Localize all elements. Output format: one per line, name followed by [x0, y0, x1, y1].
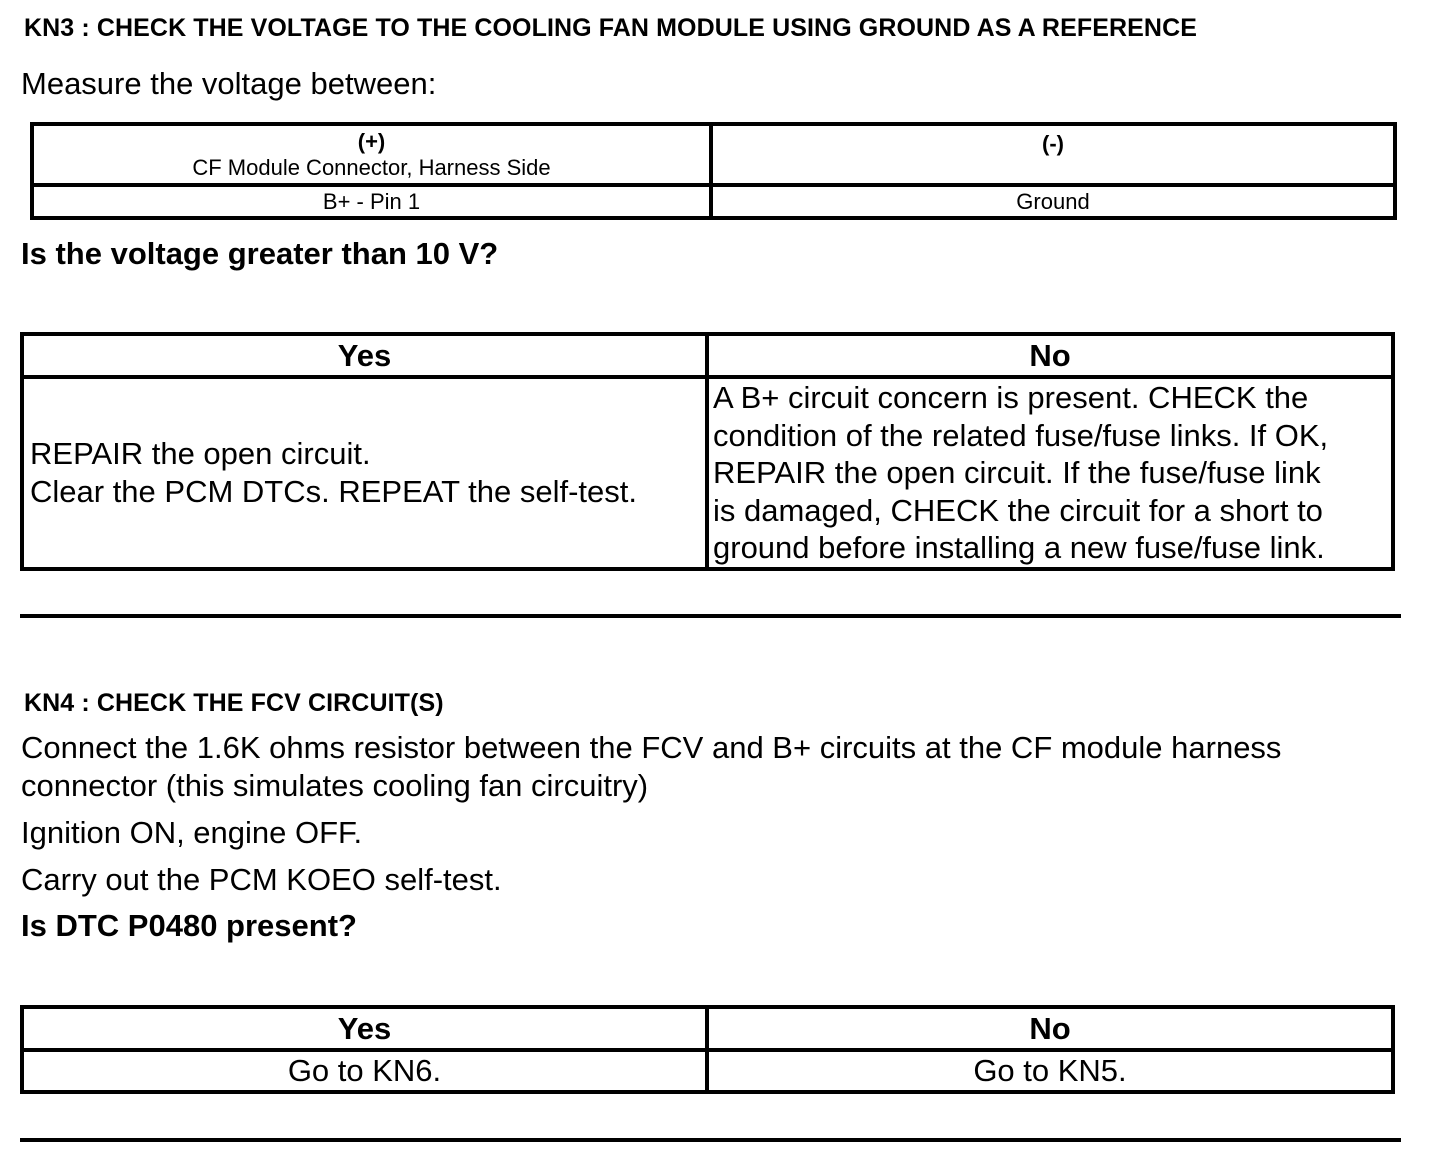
kn3-measure-table [30, 122, 1397, 220]
kn3-yes-header: Yes [22, 334, 707, 377]
kn3-no-line: REPAIR the open circuit. If the fuse/fuse link [713, 455, 1321, 490]
negative-value: Ground [711, 185, 1395, 218]
kn3-title: KN3 : CHECK THE VOLTAGE TO THE COOLING FAN MODULE USING GROUND AS A REFERENCE [24, 14, 1198, 42]
kn3-yes-line: Clear the PCM DTCs. REPEAT the self-test. [30, 473, 637, 509]
kn3-no-line: condition of the related fuse/fuse links. If OK, [713, 417, 1329, 453]
positive-label: CF Module Connector, Harness Side [192, 154, 551, 180]
negative-sign: (-) [1042, 131, 1064, 156]
kn4-yes-header: Yes [22, 1007, 707, 1050]
positive-header [32, 124, 711, 185]
positive-value: B+ - Pin 1 [32, 185, 711, 218]
kn3-no-line: ground before installing a new fuse/fuse link. [713, 530, 1325, 565]
kn4-result-table [20, 1005, 1395, 1094]
section-divider [20, 614, 1401, 618]
kn3-no-action [707, 377, 1393, 569]
kn3-yes-line: REPAIR the open circuit. [30, 436, 371, 472]
kn4-no-action: Go to KN5. [707, 1050, 1393, 1092]
kn4-no-header: No [707, 1007, 1393, 1050]
kn3-no-line: is damaged, CHECK the circuit for a short to [713, 492, 1323, 528]
kn4-step-1-line: connector (this simulates cooling fan circuitry) [21, 768, 649, 803]
negative-header [711, 124, 1395, 185]
kn4-step-2: Ignition ON, engine OFF. [21, 815, 363, 850]
kn4-step-3: Carry out the PCM KOEO self-test. [21, 862, 502, 897]
kn4-question: Is DTC P0480 present? [21, 908, 357, 943]
kn4-step-1 [21, 729, 1281, 805]
kn3-result-table [20, 332, 1395, 571]
kn4-title: KN4 : CHECK THE FCV CIRCUIT(S) [24, 689, 444, 717]
kn3-instruction: Measure the voltage between: [21, 66, 437, 101]
kn3-yes-action [22, 377, 707, 569]
kn3-question: Is the voltage greater than 10 V? [21, 236, 499, 271]
positive-sign: (+) [357, 128, 386, 154]
kn4-yes-action: Go to KN6. [22, 1050, 707, 1092]
kn3-no-line: A B+ circuit concern is present. CHECK the [713, 380, 1309, 415]
kn4-step-1-line: Connect the 1.6K ohms resistor between the FCV and B+ circuits at the CF module harness [21, 730, 1282, 765]
section-divider [20, 1138, 1401, 1142]
kn3-no-header: No [707, 334, 1393, 377]
